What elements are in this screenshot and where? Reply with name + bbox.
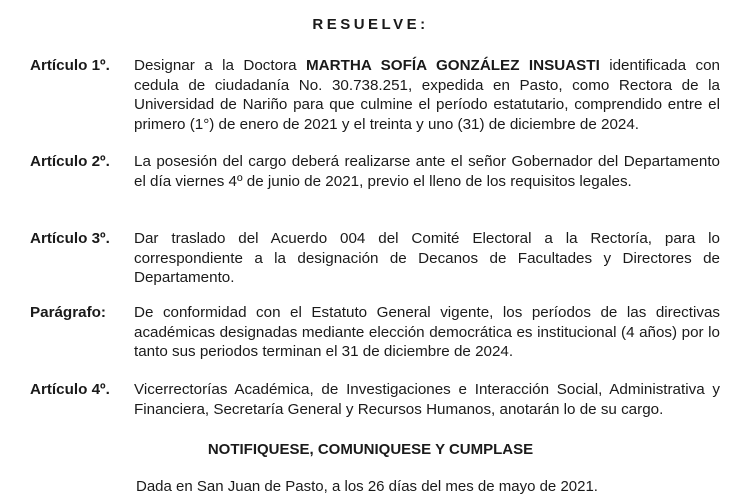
article-1 [30,56,720,134]
article-1-text-after: identificada con cedula de ciudadanía No. 30.738.251, expedida en Pasto, como Rectora de la Universidad de Nariño para que culmine el período estatutario, comprendido entre el primero (1°) de enero de 2021 y el treinta y uno (31) de diciembre de 2024. [134,57,720,133]
place-date-line: Dada en San Juan de Pasto, a los 26 días del mes de mayo de 2021. [136,478,598,495]
article-4-label: Artículo 4º. [30,381,110,398]
article-3 [30,229,720,288]
designated-name: MARTHA SOFÍA GONZÁLEZ INSUASTI [305,57,600,74]
article-1-label: Artículo 1º. [30,57,110,74]
article-2 [30,152,720,191]
article-2-body: La posesión del cargo deberá realizarse ante el señor Gobernador del Departamento el día viernes 4º de junio de 2021, previo el lleno de los requisitos legales. [134,153,720,190]
paragraph-clause-label: Parágrafo: [30,304,106,321]
article-4-body: Vicerrectorías Académica, de Investigaciones e Interacción Social, Administrativa y Financiera, Secretaría General y Recursos Humanos, anotarán lo de su cargo. [134,381,720,418]
article-2-label: Artículo 2º. [30,153,110,170]
article-3-label: Artículo 3º. [30,230,110,247]
article-1-text-before: Designar a la Doctora [134,57,306,74]
paragraph-clause-body: De conformidad con el Estatuto General vigente, los períodos de las directivas académicas designadas mediante elección democrática es institucional (4 años) por lo tanto sus periodos terminan el 31 de diciembre de 2024. [134,304,720,360]
closing-formula: NOTIFIQUESE, COMUNIQUESE Y CUMPLASE [207,441,534,458]
article-3-body: Dar traslado del Acuerdo 004 del Comité Electoral a la Rectoría, para lo correspondiente a la designación de Decanos de Facultades y Directores de Departamento. [134,230,720,286]
article-1-body [134,56,720,134]
paragraph-clause [30,303,720,362]
article-4 [30,380,720,419]
resolution-heading: RESUELVE: [312,16,429,33]
